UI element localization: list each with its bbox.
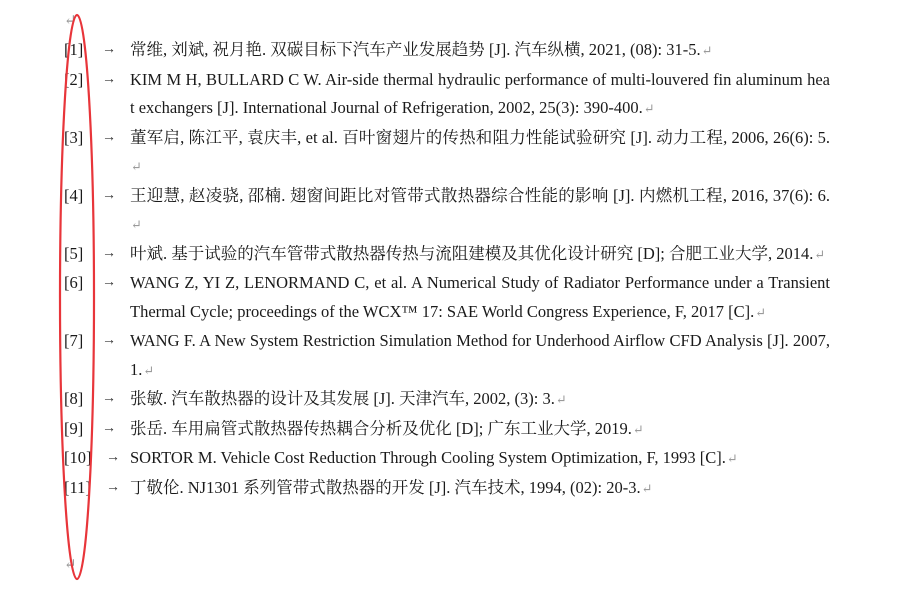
- reference-item: [0, 124, 906, 182]
- reference-text: [130, 66, 830, 124]
- reference-number: [5]: [64, 243, 84, 263]
- reference-text-content: WANG F. A New System Restriction Simulation Method for Underhood Airflow CFD Analysis [J]. 2007, 1.: [130, 331, 830, 379]
- paragraph-mark-icon: ↵: [643, 101, 655, 116]
- reference-item: [0, 415, 906, 445]
- tab-arrow-icon: →: [106, 479, 120, 495]
- reference-text-content: 董军启, 陈江平, 袁庆丰, et al. 百叶窗翅片的传热和阻力性能试验研究 [J]. 动力工程, 2006, 26(6): 5.: [130, 127, 830, 147]
- paragraph-mark-icon: ↵: [641, 480, 653, 496]
- paragraph-mark-icon: ↵: [64, 557, 77, 573]
- paragraph-mark-icon: ↵: [64, 13, 77, 29]
- tab-arrow-icon: →: [102, 275, 116, 290]
- reference-text: [130, 415, 830, 445]
- paragraph-mark-icon: ↵: [814, 246, 826, 262]
- reference-text: [130, 240, 830, 270]
- reference-number: [9]: [64, 418, 84, 438]
- reference-text: [130, 124, 830, 182]
- paragraph-mark-icon: ↵: [726, 451, 738, 466]
- reference-text-content: 丁敬伦. NJ1301 系列管带式散热器的开发 [J]. 汽车技术, 1994, (02): 20-3.: [130, 477, 641, 497]
- reference-text-content: 叶斌. 基于试验的汽车管带式散热器传热与流阻建模及其优化设计研究 [D]; 合肥工业大学, 2014.: [130, 243, 814, 263]
- reference-item: [0, 385, 906, 415]
- reference-list: [0, 36, 906, 503]
- reference-number: [7]: [64, 331, 84, 350]
- reference-item: [0, 327, 906, 385]
- tab-arrow-icon: →: [102, 420, 116, 436]
- paragraph-mark-icon: ↵: [755, 304, 767, 320]
- reference-text-content: SORTOR M. Vehicle Cost Reduction Through Cooling System Optimization, F, 1993 [C].: [130, 448, 726, 467]
- reference-item: [0, 182, 906, 240]
- paragraph-mark-icon: ↵: [131, 159, 142, 174]
- reference-number: [11]: [64, 477, 91, 497]
- reference-text: [130, 269, 830, 327]
- reference-text-content: 王迎慧, 赵凌骁, 邵楠. 翅窗间距比对管带式散热器综合性能的影响 [J]. 内燃机工程, 2016, 37(6): 6.: [130, 185, 830, 205]
- tab-arrow-icon: →: [102, 187, 116, 203]
- tab-arrow-icon: →: [102, 333, 116, 348]
- reference-item: [0, 474, 906, 504]
- reference-text: [130, 182, 830, 240]
- paragraph-mark-icon: ↵: [555, 392, 567, 407]
- reference-item: [0, 36, 906, 66]
- paragraph-mark-icon: ↵: [143, 362, 155, 378]
- reference-item: [0, 269, 906, 327]
- reference-number: [8]: [64, 389, 84, 408]
- reference-number: [2]: [64, 69, 84, 89]
- tab-arrow-icon: →: [102, 42, 116, 57]
- reference-text: [130, 474, 830, 504]
- reference-number: [4]: [64, 185, 84, 205]
- tab-arrow-icon: →: [102, 391, 116, 406]
- reference-text-content: 张敏. 汽车散热器的设计及其发展 [J]. 天津汽车, 2002, (3): 3.: [130, 389, 555, 408]
- reference-text-content: 常维, 刘斌, 祝月艳. 双碳目标下汽车产业发展趋势 [J]. 汽车纵横, 2021, (08): 31-5.: [130, 40, 701, 59]
- reference-item: [0, 444, 906, 474]
- reference-number: [3]: [64, 127, 84, 147]
- tab-arrow-icon: →: [102, 245, 116, 261]
- reference-text-content: KIM M H, BULLARD C W. Air-side thermal hydraulic performance of multi-louvered fin aluminum heat exchangers [J]. International Journal of Refrigeration, 2002, 25(3): 390-400.: [130, 69, 830, 117]
- tab-arrow-icon: →: [102, 71, 116, 87]
- reference-text-content: WANG Z, YI Z, LENORMAND C, et al. A Numerical Study of Radiator Performance under a Transient Thermal Cycle; proceedings of the WCX™ 17: SAE World Congress Experience, F, 2017 [C].: [130, 273, 830, 321]
- reference-number: [1]: [64, 40, 84, 59]
- reference-number: [6]: [64, 273, 84, 292]
- reference-text: [130, 327, 830, 385]
- paragraph-mark-icon: ↵: [701, 43, 713, 58]
- paragraph-mark-icon: ↵: [632, 421, 644, 437]
- reference-number: [10]: [64, 448, 92, 467]
- paragraph-mark-icon: ↵: [131, 217, 142, 232]
- tab-arrow-icon: →: [106, 450, 120, 465]
- reference-item: [0, 66, 906, 124]
- reference-item: [0, 240, 906, 270]
- reference-text: [130, 385, 830, 415]
- reference-text: [130, 444, 830, 474]
- reference-text-content: 张岳. 车用扁管式散热器传热耦合分析及优化 [D]; 广东工业大学, 2019.: [130, 418, 632, 438]
- reference-text: [130, 36, 830, 66]
- tab-arrow-icon: →: [102, 129, 116, 145]
